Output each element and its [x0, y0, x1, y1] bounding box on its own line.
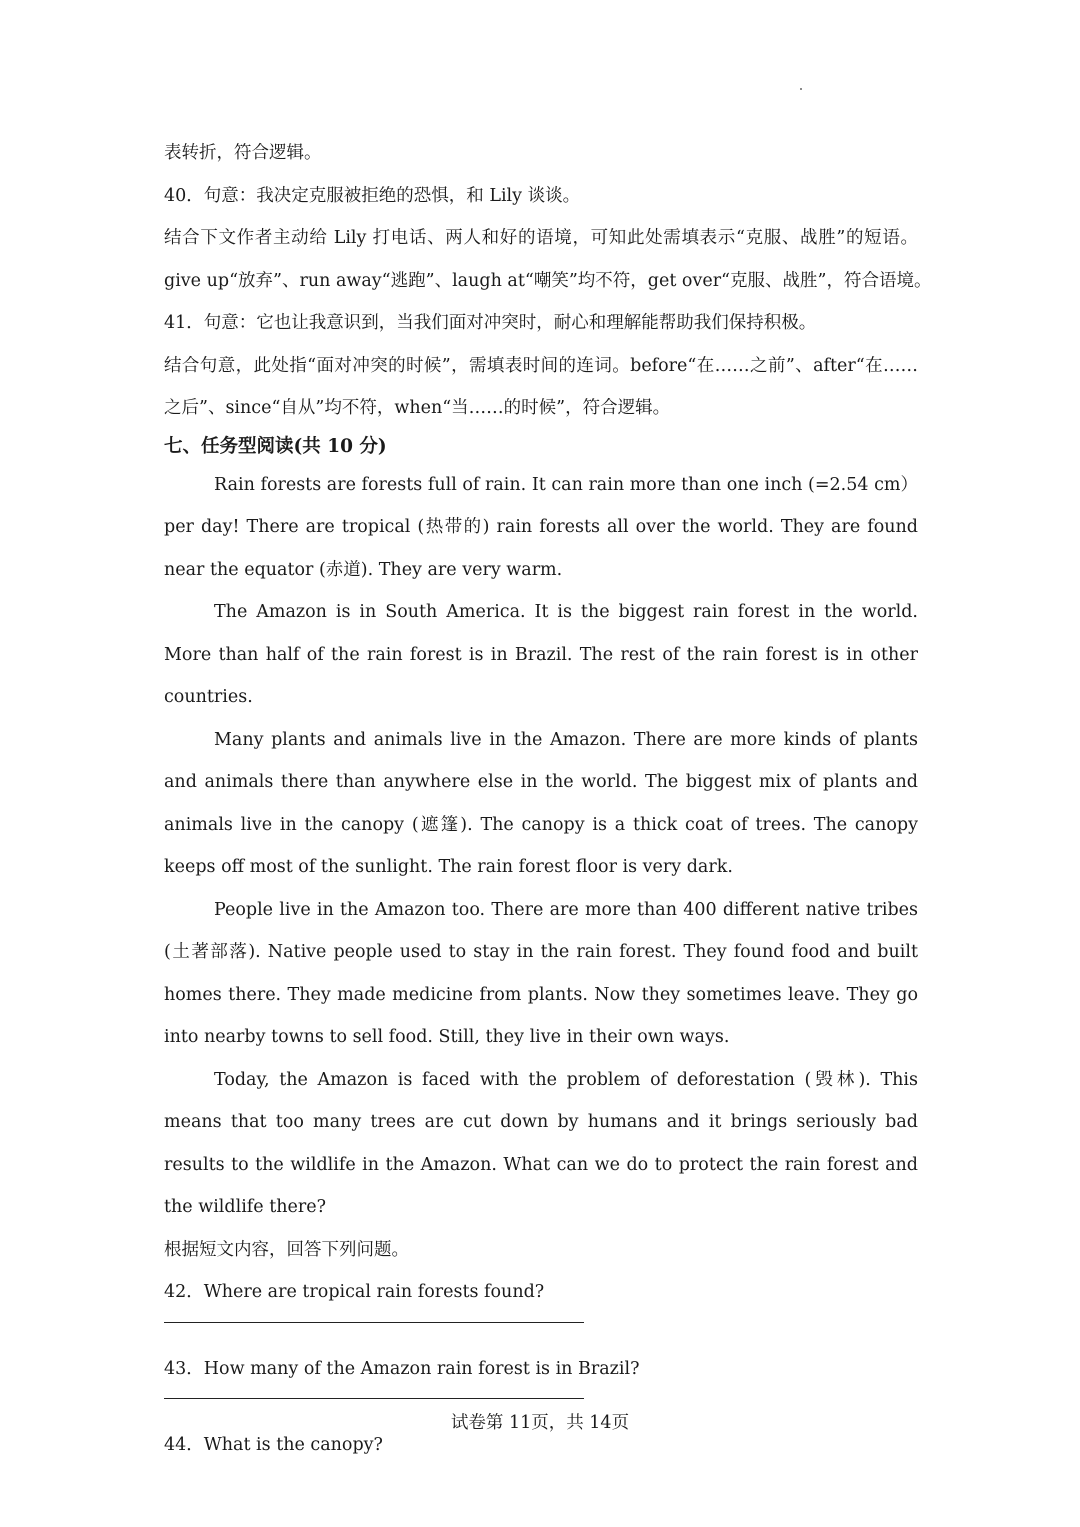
passage-paragraph: People live in the Amazon too. There are more than 400 different native tribes (土著部落). Native people used to stay in the rain forest. They found food and built homes there. They made medicine from plants. Now they sometimes leave. They go into nearby towns to sell food. Still, they live in their own ways. [164, 899, 918, 1047]
passage-paragraph: Many plants and animals live in the Amazon. There are more kinds of plants and animals there than anywhere else in the world. The biggest mix of plants and animals live in the canopy (遮篷). The canopy is a thick coat of trees. The canopy keeps off most of the sunlight. The rain forest floor is very dark. [164, 729, 918, 877]
q41-meaning: 41．句意：它也让我意识到，当我们面对冲突时，耐心和理解能帮助我们保持积极。 [164, 313, 817, 333]
q41-reason-line-2: 之后”、since“自从”均不符，when“当……的时候”，符合逻辑。 [164, 398, 671, 418]
scan-speck [800, 88, 802, 90]
instruction: 根据短文内容，回答下列问题。 [164, 1239, 409, 1260]
question-43: 43．How many of the Amazon rain forest is in Brazil? [164, 1358, 640, 1379]
page-footer: 试卷第 11页，共 14页 [450, 1413, 630, 1433]
passage-paragraph: Rain forests are forests full of rain. It can rain more than one inch (=2.54 cm） per day! There are tropical (热带的) rain forests all over the world. They are found near the equator (赤道). They are very warm. [164, 474, 918, 580]
passage-paragraph: The Amazon is in South America. It is the biggest rain forest in the world. More than half of the rain forest is in Brazil. The rest of the rain forest is in other countries. [164, 602, 918, 707]
answer-line-43[interactable] [164, 1398, 584, 1399]
page-content [164, 132, 932, 1467]
reading-passage [164, 464, 918, 1229]
section-title: 七、任务型阅读(共 10 分) [164, 435, 387, 457]
q40-reason-line-2: give up“放弃”、run away“逃跑”、laugh at“嘲笑”均不符，get over“克服、战胜”，符合语境。 [164, 270, 932, 291]
passage-paragraph: Today, the Amazon is faced with the problem of deforestation (毁林). This means that too many trees are cut down by humans and it brings seriously bad results to the wildlife in the Amazon. What can we do to protect the rain forest and the wildlife there? [164, 1069, 918, 1217]
answer-line-42[interactable] [164, 1322, 584, 1323]
q41-reason-line-1: 结合句意，此处指“面对冲突的时候”，需填表时间的连词。before“在……之前”、after“在…… [164, 355, 918, 376]
explanation-continued: 表转折，符合逻辑。 [164, 143, 322, 163]
question-42: 42．Where are tropical rain forests found? [164, 1282, 545, 1302]
q40-reason-line-1: 结合下文作者主动给 Lily 打电话、两人和好的语境，可知此处需填表示“克服、战胜”的短语。 [164, 228, 918, 248]
question-44: 44．What is the canopy? [164, 1435, 383, 1455]
q40-meaning: 40．句意：我决定克服被拒绝的恐惧，和 Lily 谈谈。 [164, 185, 581, 206]
